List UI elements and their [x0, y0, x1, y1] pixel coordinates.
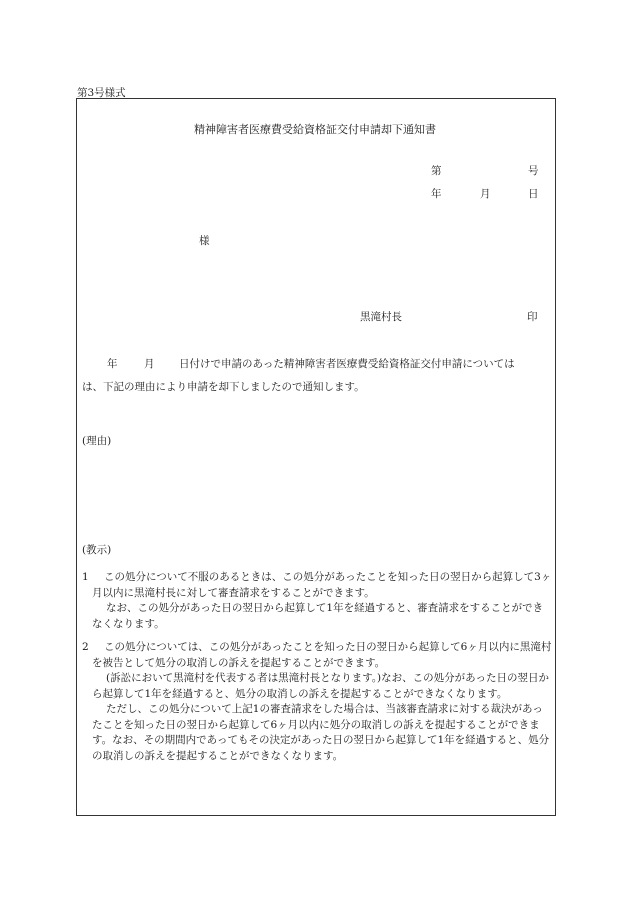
- body-line1: 日付けで申請のあった精神障害者医療費受給資格証交付申請については: [179, 358, 515, 370]
- instruction-heading: (教示): [82, 544, 112, 556]
- body-line2: は、下記の理由により申請を却下しましたので通知します。: [82, 381, 365, 393]
- addressee-suffix: 様: [199, 235, 210, 247]
- doc-number-prefix: 第: [431, 165, 442, 177]
- body-month: 月: [144, 358, 155, 370]
- issuer-name: 黒滝村長: [360, 311, 402, 323]
- date-day: 日: [528, 188, 539, 200]
- note-item-2: [82, 640, 552, 764]
- note-paragraph: なお、この処分があった日の翌日から起算して1年を経過すると、審査請求をすることができなくなります。: [92, 602, 544, 630]
- note-paragraph: この処分について不服のあるときは、この処分があったことを知った日の翌日から起算して3ヶ月以内に黒滝村長に対して審査請求をすることができます。: [92, 571, 552, 599]
- reason-heading: (理由): [82, 435, 112, 447]
- note-item-1: [82, 570, 552, 632]
- note-number: 1: [82, 571, 89, 583]
- date-year: 年: [431, 188, 442, 200]
- form-number: 第3号様式: [77, 87, 126, 99]
- note-paragraph: ただし、この処分について上記1の審査請求をした場合は、当該審査請求に対する裁決があったことを知った日の翌日から起算して6ヶ月以内に処分の取消しの訴えを提起することができます。なお、その期間内であってもその決定があった日の翌日から起算して1年を経過すると、処分の取消しの訴えを提起することができなくなります。: [92, 703, 550, 762]
- note-paragraph: (訴訟において黒滝村を代表する者は黒滝村長となります。)なお、この処分があった日の翌日から起算して1年を経過すると、処分の取消しの訴えを提起することができなくなります。: [92, 672, 549, 700]
- doc-number-suffix: 号: [528, 165, 539, 177]
- document-title: 精神障害者医療費受給資格証交付申請却下通知書: [194, 123, 436, 136]
- body-year: 年: [107, 358, 118, 370]
- note-paragraph: この処分については、この処分があったことを知った日の翌日から起算して6ヶ月以内に黒滝村を被告として処分の取消しの訴えを提起することができます。: [92, 641, 552, 669]
- date-month: 月: [480, 188, 491, 200]
- seal-mark: 印: [527, 311, 538, 323]
- note-number: 2: [82, 641, 89, 653]
- instruction-notes: [82, 570, 552, 772]
